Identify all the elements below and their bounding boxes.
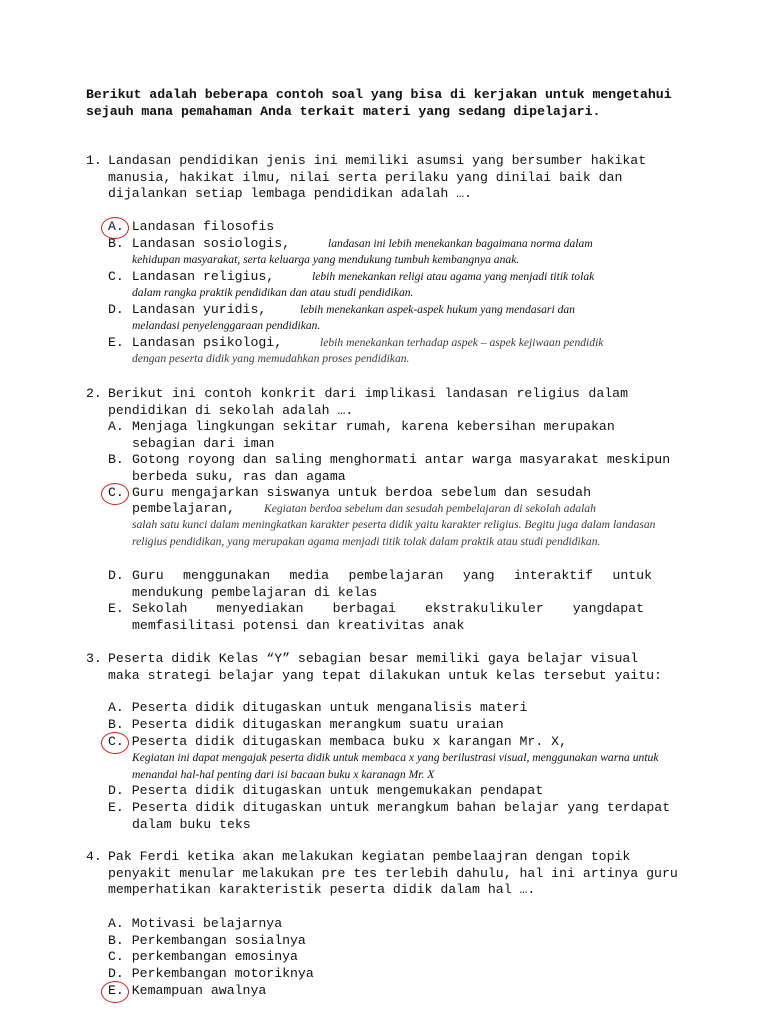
answer-circle-marker [101, 483, 129, 505]
question-2-option-d: Guru menggunakan media pembelajaran yang interaktif untuk mendukung pembelajaran di kelas [132, 568, 652, 600]
question-3-option-c-note: Kegiatan ini dapat mengajak peserta didik untuk membaca x yang berilustrasi visual, menggunakan warna untuk menandai hal-hal penting dari isi bacaan buku x karanagn Mr. X [132, 751, 659, 781]
question-2-option-c-note: salah satu kunci dalam meningkatkan karakter peserta didik yaitu karakter religius. Begitu juga dalam landasan religius pendidikan, yang merupakan agama menjadi titik tolak dalam praktik atau studi pendidikan. [132, 518, 656, 548]
question-2-option-c-line-1: Guru mengajarkan siswanya untuk berdoa sebelum dan sesudah [132, 485, 591, 500]
question-1-option-d-note: melandasi penyelenggaraan pendidikan. [132, 319, 321, 332]
question-2-option-c-line-2: pembelajaran, [132, 501, 235, 516]
question-2-option-b: Gotong royong dan saling menghormati antar warga masyarakat meskipun berbeda suku, ras dan agama [132, 452, 671, 484]
question-3-text: Peserta didik Kelas “Y” sebagian besar memiliki gaya belajar visual maka strategi belajar yang tepat dilakukan untuk kelas tersebut yaitu: [108, 651, 662, 683]
question-1-option-b: B. Landasan sosiologis, [108, 236, 291, 251]
question-3-option-b: B. Peserta didik ditugaskan merangkum suatu uraian [108, 717, 504, 732]
question-1-number: 1. [86, 153, 102, 168]
question-4-option-a: A. Motivasi belajarnya [108, 916, 283, 931]
question-2-option-b-label: B. [108, 452, 124, 467]
answer-circle-marker [101, 981, 129, 1003]
question-3-option-a: A. Peserta didik ditugaskan untuk menganalisis materi [108, 700, 528, 715]
question-3-option-d: D. Peserta didik ditugaskan untuk mengemukakan pendapat [108, 783, 544, 798]
question-3-number: 3. [86, 651, 102, 666]
question-2-option-a-label: A. [108, 419, 124, 434]
answer-circle-marker [101, 732, 129, 754]
question-2-option-e-label: E. [108, 601, 124, 616]
question-1-option-e-note: dengan peserta didik yang memudahkan proses pendidikan. [132, 352, 410, 365]
question-3-option-c: C. Peserta didik ditugaskan membaca buku x karangan Mr. X, [108, 734, 567, 749]
question-1-option-c: C. Landasan religius, [108, 269, 275, 284]
question-2-option-a: Menjaga lingkungan sekitar rumah, karena kebersihan merupakan sebagian dari iman [132, 419, 615, 451]
question-1-option-e-note-1: lebih menekankan terhadap aspek – aspek kejiwaan pendidik [320, 336, 604, 349]
question-1-option-d: D. Landasan yuridis, [108, 302, 267, 317]
question-1-option-c-note-1: lebih menekankan religi atau agama yang menjadi titik tolak [312, 270, 595, 283]
question-1-option-c-note: dalam rangka praktik pendidikan dan atau studi pendidikan. [132, 286, 414, 299]
question-4-text: Pak Ferdi ketika akan melakukan kegiatan pembelaajran dengan topik penyakit menular melakukan pre tes terlebih dahulu, hal ini artinya guru memperhatikan karakteristik peserta didik dalam hal …. [108, 849, 678, 897]
question-2-option-c-label: C. [108, 485, 124, 500]
question-1-option-b-note-1: landasan ini lebih menekankan bagaimana norma dalam [328, 237, 593, 250]
question-2-number: 2. [86, 386, 102, 401]
question-2-option-c-note-1: Kegiatan berdoa sebelum dan sesudah pembelajaran di sekolah adalah [264, 502, 596, 515]
question-4-number: 4. [86, 849, 102, 864]
question-1-text: Landasan pendidikan jenis ini memiliki asumsi yang bersumber hakikat manusia, hakikat ilmu, nilai serta perilaku yang dinilai baik dan dijalankan setiap lembaga pendidikan adalah …. [108, 153, 647, 201]
question-2-option-d-label: D. [108, 568, 124, 583]
question-1-option-d-note-1: lebih menekankan aspek-aspek hukum yang mendasari dan [300, 303, 575, 316]
question-4-option-c: C. perkembangan emosinya [108, 949, 298, 964]
question-4-option-d: D. Perkembangan motoriknya [108, 966, 314, 981]
question-1-option-b-note: kehidupan masyarakat, serta keluarga yang mendukung tumbuh kembangnya anak. [132, 253, 520, 266]
question-3-option-e-label: E. [108, 800, 124, 815]
question-1-option-a: A. Landasan filosofis [108, 219, 275, 234]
question-2-text: Berikut ini contoh konkrit dari implikasi landasan religius dalam pendidikan di sekolah adalah …. [108, 386, 628, 418]
intro-paragraph: Berikut adalah beberapa contoh soal yang bisa di kerjakan untuk mengetahui sejauh mana pemahaman Anda terkait materi yang sedang dipelajari. [86, 87, 672, 119]
question-3-option-e: Peserta didik ditugaskan untuk merangkum bahan belajar yang terdapat dalam buku teks [132, 800, 671, 832]
question-4-option-b: B. Perkembangan sosialnya [108, 933, 306, 948]
question-2-option-e: Sekolah menyediakan berbagai ekstrakulikuler yangdapat memfasilitasi potensi dan kreativitas anak [132, 601, 644, 633]
question-4-option-e: E. Kemampuan awalnya [108, 983, 267, 998]
question-1-option-e: E. Landasan psikologi, [108, 335, 283, 350]
